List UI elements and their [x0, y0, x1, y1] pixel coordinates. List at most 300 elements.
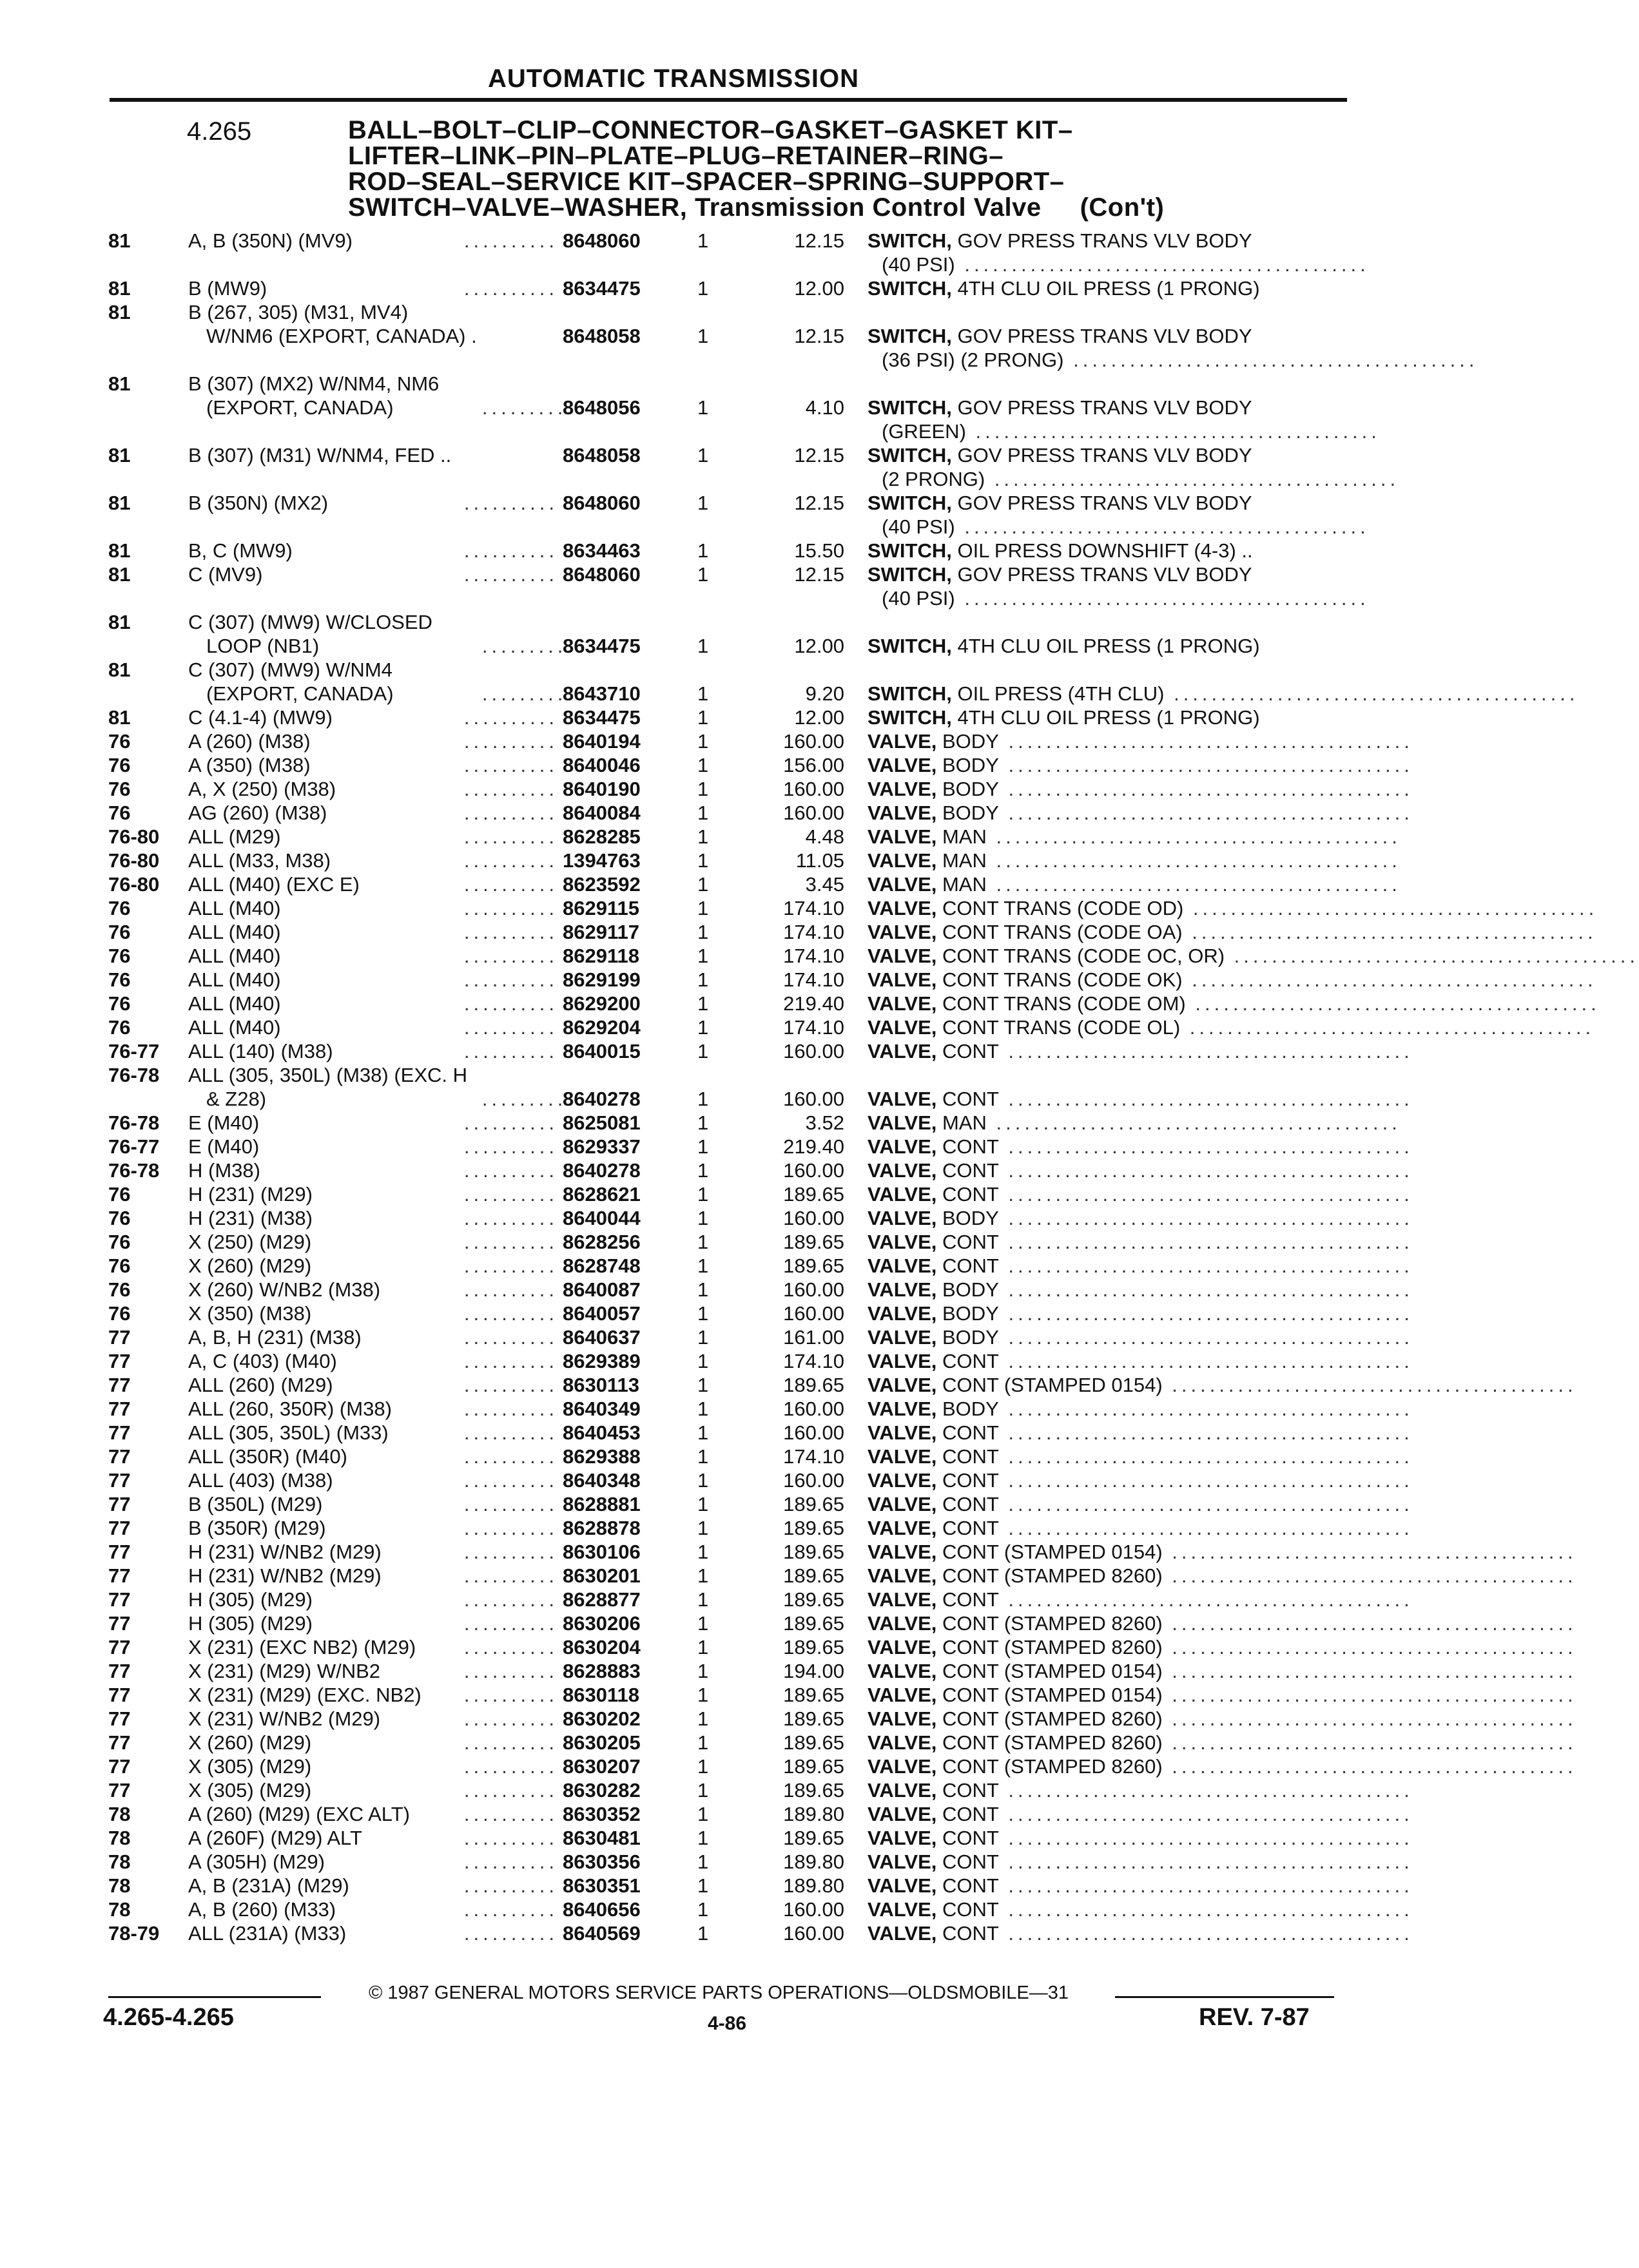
parts-row	[0, 396, 1629, 419]
dot-leader: ...........................................	[998, 1874, 1413, 1897]
row-application	[188, 1540, 562, 1564]
parts-row	[0, 1921, 1629, 1945]
section-title-line-3: ROD–SEAL–SERVICE KIT–SPACER–SPRING–SUPPORT–	[348, 168, 1065, 196]
dot-leader: ..........	[463, 539, 558, 562]
dot-leader: ...........................................	[998, 1469, 1413, 1492]
row-part-number: 8630481	[563, 1827, 641, 1849]
row-application	[188, 682, 580, 706]
parts-row	[0, 229, 1629, 253]
row-description	[868, 1397, 1413, 1421]
row-application-text: C (307) (MW9) W/NM4	[188, 658, 393, 681]
row-application	[188, 1230, 562, 1254]
parts-row	[0, 1611, 1629, 1635]
row-application	[188, 658, 562, 682]
row-ref-number: 77	[108, 1493, 131, 1515]
dot-leader: ..........	[463, 1779, 558, 1802]
parts-row	[0, 1683, 1629, 1707]
row-description-noun: VALVE,	[868, 1850, 937, 1873]
row-description-noun: VALVE,	[868, 849, 937, 872]
row-application-text: ALL (M40)	[188, 968, 281, 991]
row-ref-number: 78	[108, 1827, 131, 1849]
dot-leader: ...........................................	[955, 587, 1370, 610]
row-application	[188, 1492, 562, 1516]
row-price: 160.00	[783, 1278, 844, 1301]
row-application-text: A (260) (M38)	[188, 730, 311, 753]
row-application	[188, 396, 580, 419]
row-description-text: CONT TRANS (CODE OK)	[936, 968, 1183, 991]
row-application-text: ALL (305, 350L) (M33)	[188, 1421, 389, 1444]
row-part-number: 8640084	[563, 802, 641, 824]
row-quantity: 1	[697, 1564, 709, 1587]
dot-leader: ...........................................	[1182, 921, 1597, 943]
row-description-noun: VALVE,	[868, 1636, 937, 1658]
row-description-text: 4TH CLU OIL PRESS (1 PRONG)	[951, 706, 1260, 729]
row-application-text: H (M38)	[188, 1159, 260, 1182]
row-description	[868, 1683, 1577, 1707]
row-quantity: 1	[697, 635, 709, 657]
row-description	[868, 1230, 1413, 1254]
row-description	[868, 491, 1332, 515]
row-description-text: GOV PRESS TRANS VLV BODY	[951, 325, 1252, 347]
row-description	[868, 920, 1597, 944]
row-quantity: 1	[697, 1493, 709, 1515]
parts-row	[0, 1325, 1629, 1349]
row-description-text: BODY	[936, 1398, 999, 1420]
dot-leader: ..........	[463, 563, 558, 586]
row-ref-number: 78	[108, 1874, 131, 1897]
dot-leader: ..........	[481, 635, 576, 657]
row-description	[868, 1182, 1413, 1206]
row-part-number: 8629115	[563, 897, 639, 919]
row-price: 194.00	[783, 1660, 844, 1682]
row-description-text: MAN	[936, 1111, 987, 1134]
row-description-text: CONT (STAMPED 0154)	[936, 1374, 1163, 1396]
row-application-text: ALL (350R) (M40)	[188, 1445, 347, 1468]
row-price: 174.10	[783, 945, 844, 967]
row-description-noun: VALVE,	[868, 1707, 937, 1730]
row-description-noun: VALVE,	[868, 1159, 937, 1182]
parts-row	[0, 634, 1629, 658]
row-application	[188, 1468, 562, 1492]
row-price: 189.65	[783, 1541, 844, 1563]
row-description	[868, 586, 1370, 610]
row-price: 160.00	[783, 1421, 844, 1444]
row-application	[188, 1373, 562, 1397]
row-description-noun: VALVE,	[868, 1135, 937, 1158]
row-application-text: X (231) W/NB2 (M29)	[188, 1707, 381, 1730]
row-description-text: CONT	[936, 1469, 999, 1492]
row-quantity: 1	[697, 1517, 709, 1539]
row-part-number: 8628285	[563, 825, 641, 848]
row-quantity: 1	[697, 1755, 709, 1778]
row-quantity: 1	[697, 1326, 709, 1349]
row-description-text: CONT	[936, 1493, 999, 1515]
dot-leader: ..........	[463, 730, 558, 753]
row-application-text: X (231) (M29) W/NB2	[188, 1660, 381, 1682]
row-description	[868, 1707, 1577, 1731]
row-application-text: B (307) (M31) W/NM4, FED ..	[188, 444, 452, 466]
row-application	[188, 1564, 562, 1588]
row-application-text: W/NM6 (EXPORT, CANADA) .	[206, 325, 477, 347]
row-application	[188, 1015, 562, 1039]
row-description-noun: SWITCH,	[868, 277, 952, 300]
row-description-text: CONT	[936, 1135, 999, 1158]
dot-leader: ..........	[463, 1612, 558, 1635]
row-application	[188, 1254, 562, 1278]
row-description-text: GOV PRESS TRANS VLV BODY	[951, 396, 1252, 419]
dot-leader: ..........	[463, 1898, 558, 1921]
row-description-text: (40 PSI)	[882, 253, 955, 276]
row-ref-number: 77	[108, 1731, 131, 1754]
row-description-noun: SWITCH,	[868, 539, 952, 562]
dot-leader: ..........	[463, 1445, 558, 1468]
row-description-text: CONT (STAMPED 8260)	[936, 1755, 1163, 1778]
row-description-text: CONT (STAMPED 8260)	[936, 1564, 1163, 1587]
dot-leader: ..........	[463, 897, 558, 919]
row-description	[868, 515, 1370, 539]
parts-row	[0, 1731, 1629, 1754]
row-description-text: CONT TRANS (CODE OD)	[936, 897, 1184, 919]
dot-leader: ...........................................	[998, 730, 1413, 753]
row-description-text: CONT	[936, 1517, 999, 1539]
row-description-noun: VALVE,	[868, 1350, 937, 1372]
section-title	[348, 117, 1315, 220]
dot-leader: ...........................................	[1185, 992, 1600, 1015]
row-part-number: 8640194	[563, 730, 641, 753]
row-ref-number: 78	[108, 1898, 131, 1921]
row-description	[868, 1468, 1413, 1492]
row-price: 189.65	[783, 1183, 844, 1206]
row-description	[868, 1540, 1577, 1564]
row-description-text: BODY	[936, 1278, 999, 1301]
row-part-number: 8630204	[563, 1636, 641, 1658]
dot-leader: ..........	[463, 802, 558, 824]
row-description	[868, 825, 1401, 849]
row-application	[188, 801, 562, 825]
row-application	[188, 1063, 562, 1087]
row-application-text: ALL (M40)	[188, 1016, 281, 1039]
parts-row	[0, 1659, 1629, 1683]
row-description	[868, 1564, 1577, 1588]
footer-section-range: 4.265-4.265	[103, 2004, 234, 2031]
row-ref-number: 77	[108, 1564, 131, 1587]
row-part-number: 8634475	[563, 277, 641, 300]
dot-leader: ...........................................	[998, 754, 1413, 776]
row-quantity: 1	[697, 1278, 709, 1301]
row-application	[188, 1850, 562, 1874]
dot-leader: ...........................................	[998, 1803, 1413, 1825]
row-price: 160.00	[783, 1159, 844, 1182]
dot-leader: ...........................................	[1162, 1564, 1577, 1587]
parts-row	[0, 1087, 1629, 1111]
row-quantity: 1	[697, 992, 709, 1015]
row-application-text: X (231) (M29) (EXC. NB2)	[188, 1684, 422, 1706]
row-ref-number: 77	[108, 1350, 131, 1372]
dot-leader: ...........................................	[986, 1111, 1401, 1134]
row-description-text: CONT TRANS (CODE OL)	[936, 1016, 1181, 1039]
row-description-text: BODY	[936, 730, 999, 753]
row-quantity: 1	[697, 1660, 709, 1682]
dot-leader: ...........................................	[1162, 1684, 1577, 1706]
row-description-text: CONT (STAMPED 0154)	[936, 1541, 1163, 1563]
row-quantity: 1	[697, 1016, 709, 1039]
row-description	[868, 419, 1381, 443]
row-price: 160.00	[783, 1922, 844, 1945]
row-application	[188, 1921, 562, 1945]
row-application	[188, 872, 562, 896]
row-quantity: 1	[697, 1898, 709, 1921]
section-title-line-2: LIFTER–LINK–PIN–PLATE–PLUG–RETAINER–RING–	[348, 142, 1004, 170]
row-application	[188, 491, 562, 515]
row-application	[188, 1731, 562, 1754]
row-price: 9.20	[805, 682, 844, 705]
row-description-noun: SWITCH,	[868, 396, 952, 419]
row-ref-number: 81	[108, 372, 131, 395]
row-ref-number: 76	[108, 1278, 131, 1301]
parts-row	[0, 1540, 1629, 1564]
row-description-noun: SWITCH,	[868, 492, 952, 514]
row-application-text: B (350N) (MX2)	[188, 492, 329, 514]
row-price: 160.00	[783, 1040, 844, 1062]
row-description	[868, 1135, 1413, 1158]
row-description	[868, 729, 1413, 753]
row-quantity: 1	[697, 730, 709, 753]
row-application	[188, 610, 562, 634]
row-ref-number: 76	[108, 1183, 131, 1206]
row-quantity: 1	[697, 706, 709, 729]
parts-row	[0, 515, 1629, 539]
row-part-number: 8625081	[563, 1111, 641, 1134]
row-description-noun: SWITCH,	[868, 325, 952, 347]
row-part-number: 8640087	[563, 1278, 641, 1301]
dot-leader: ..........	[463, 1254, 558, 1277]
row-ref-number: 77	[108, 1660, 131, 1682]
row-description	[868, 1111, 1401, 1135]
row-price: 4.10	[805, 396, 844, 419]
row-part-number: 8630202	[563, 1707, 641, 1730]
row-part-number: 8629199	[563, 968, 641, 991]
row-description-noun: VALVE,	[868, 1922, 937, 1945]
row-part-number: 8628883	[563, 1660, 641, 1682]
dot-leader: ...........................................	[1162, 1374, 1577, 1396]
row-price: 12.00	[794, 635, 844, 657]
row-price: 12.15	[794, 492, 844, 514]
row-ref-number: 78-79	[108, 1922, 160, 1945]
row-application-text: C (4.1-4) (MW9)	[188, 706, 333, 729]
row-description	[868, 1349, 1413, 1373]
row-description	[868, 1015, 1595, 1039]
row-quantity: 1	[697, 492, 709, 514]
row-price: 174.10	[783, 1016, 844, 1039]
footer-rule-right	[1115, 1996, 1334, 1998]
row-ref-number: 76	[108, 754, 131, 776]
dot-leader: ..........	[463, 1350, 558, 1372]
row-quantity: 1	[697, 1731, 709, 1754]
row-quantity: 1	[697, 1040, 709, 1062]
row-description	[868, 562, 1332, 586]
dot-leader: ...........................................	[998, 1779, 1413, 1802]
row-ref-number: 81	[108, 611, 131, 633]
parts-row	[0, 682, 1629, 706]
dot-leader: ..........	[463, 921, 558, 943]
row-ref-number: 76	[108, 992, 131, 1015]
dot-leader: ..........	[463, 1922, 558, 1945]
dot-leader: ..........	[463, 1517, 558, 1539]
row-application-text: ALL (M33, M38)	[188, 849, 331, 872]
parts-row	[0, 777, 1629, 801]
dot-leader: ...........................................	[1183, 897, 1598, 919]
row-description-noun: SWITCH,	[868, 444, 952, 466]
row-part-number: 8629200	[563, 992, 641, 1015]
row-description	[868, 276, 1332, 300]
row-price: 189.80	[783, 1874, 844, 1897]
row-description-text: CONT (STAMPED 8260)	[936, 1707, 1163, 1730]
row-application-text: A, C (403) (M40)	[188, 1350, 337, 1372]
dot-leader: ..........	[463, 825, 558, 848]
row-ref-number: 76	[108, 921, 131, 943]
row-description-noun: VALVE,	[868, 1374, 937, 1396]
row-description	[868, 1087, 1413, 1111]
parts-row	[0, 706, 1629, 729]
row-ref-number: 78	[108, 1803, 131, 1825]
dot-leader: ...........................................	[1162, 1636, 1577, 1658]
row-price: 156.00	[783, 754, 844, 776]
row-price: 12.00	[794, 706, 844, 729]
row-application-text: X (260) W/NB2 (M38)	[188, 1278, 381, 1301]
row-description-text: 4TH CLU OIL PRESS (1 PRONG)	[951, 277, 1260, 300]
dot-leader: ...........................................	[998, 1326, 1413, 1349]
row-description-text: CONT	[936, 1850, 999, 1873]
row-part-number: 8640044	[563, 1207, 641, 1229]
row-part-number: 8628621	[563, 1183, 641, 1206]
row-ref-number: 76-78	[108, 1064, 160, 1086]
row-ref-number: 77	[108, 1541, 131, 1563]
dot-leader: ..........	[463, 1684, 558, 1706]
dot-leader: ..........	[463, 1827, 558, 1849]
row-application-text: ALL (231A) (M33)	[188, 1922, 347, 1945]
row-application	[188, 1325, 562, 1349]
dot-leader: ..........	[463, 1660, 558, 1682]
row-application-text: B, C (MW9)	[188, 539, 293, 562]
row-application	[188, 1588, 562, 1611]
row-description	[868, 872, 1401, 896]
row-ref-number: 77	[108, 1755, 131, 1778]
row-description	[868, 1206, 1413, 1230]
row-quantity: 1	[697, 1541, 709, 1563]
row-description-text: GOV PRESS TRANS VLV BODY	[951, 563, 1252, 586]
dot-leader: ...........................................	[1182, 968, 1597, 991]
dot-leader: ...........................................	[998, 1421, 1413, 1444]
row-ref-number: 81	[108, 277, 131, 300]
dot-leader: ...........................................	[998, 802, 1413, 824]
row-ref-number: 76	[108, 945, 131, 967]
parts-row	[0, 1468, 1629, 1492]
row-price: 189.65	[783, 1564, 844, 1587]
parts-row	[0, 1516, 1629, 1540]
row-quantity: 1	[697, 802, 709, 824]
dot-leader: ...........................................	[1225, 945, 1639, 967]
row-application-text: ALL (M40)	[188, 897, 281, 919]
parts-row	[0, 1874, 1629, 1898]
row-description-text: CONT	[936, 1421, 999, 1444]
row-description-noun: SWITCH,	[868, 563, 952, 586]
row-description-text: CONT (STAMPED 8260)	[936, 1636, 1163, 1658]
row-price: 189.65	[783, 1779, 844, 1802]
row-ref-number: 81	[108, 563, 131, 586]
row-application-text: H (231) (M38)	[188, 1207, 313, 1229]
row-description-noun: VALVE,	[868, 1231, 937, 1253]
row-price: 3.52	[805, 1111, 844, 1134]
dot-leader: ..........	[463, 1326, 558, 1349]
dot-leader: ..........	[463, 1159, 558, 1182]
dot-leader: ...........................................	[998, 778, 1413, 800]
row-description-text: CONT	[936, 1779, 999, 1802]
dot-leader: ..........	[463, 1588, 558, 1611]
parts-row	[0, 1063, 1629, 1087]
row-description-noun: VALVE,	[868, 1874, 937, 1897]
row-part-number: 8630201	[563, 1564, 641, 1587]
row-application	[188, 1707, 562, 1731]
row-description	[868, 1754, 1577, 1778]
row-price: 174.10	[783, 921, 844, 943]
row-application-text: ALL (305, 350L) (M38) (EXC. H	[188, 1064, 468, 1086]
row-description-noun: VALVE,	[868, 1326, 937, 1349]
dot-leader: ..........	[463, 992, 558, 1015]
parts-row	[0, 1373, 1629, 1397]
parts-row	[0, 729, 1629, 753]
row-description-text: CONT	[936, 1827, 999, 1849]
row-application-text: ALL (M40)	[188, 992, 281, 1015]
row-description-noun: VALVE,	[868, 1731, 937, 1754]
parts-row	[0, 1754, 1629, 1778]
row-application	[188, 539, 562, 562]
dot-leader: ..........	[463, 1469, 558, 1492]
row-part-number: 8640569	[563, 1922, 641, 1945]
row-application-text: ALL (M40)	[188, 921, 281, 943]
parts-row	[0, 658, 1629, 682]
row-description-text: (36 PSI) (2 PRONG)	[882, 349, 1064, 371]
parts-row	[0, 1898, 1629, 1921]
row-application	[188, 1039, 562, 1063]
row-part-number: 8648060	[563, 563, 641, 586]
row-description	[868, 443, 1332, 467]
parts-row	[0, 801, 1629, 825]
row-application	[188, 1611, 562, 1635]
parts-row	[0, 1039, 1629, 1063]
row-application	[188, 1874, 562, 1898]
row-description-noun: VALVE,	[868, 1469, 937, 1492]
dot-leader: ...........................................	[986, 849, 1401, 872]
section-number: 4.265	[187, 117, 252, 146]
row-description	[868, 1898, 1413, 1921]
row-price: 161.00	[783, 1326, 844, 1349]
row-application	[188, 968, 562, 992]
dot-leader: ..........	[463, 1278, 558, 1301]
row-description-noun: SWITCH,	[868, 229, 952, 252]
dot-leader: ...........................................	[1162, 1755, 1577, 1778]
parts-row	[0, 1397, 1629, 1421]
row-description-text: CONT	[936, 1588, 999, 1611]
row-description-text: CONT	[936, 1159, 999, 1182]
parts-row	[0, 467, 1629, 491]
row-part-number: 8623592	[563, 873, 641, 896]
dot-leader: ..........	[463, 849, 558, 872]
row-application-text: H (231) (M29)	[188, 1183, 313, 1206]
row-price: 189.65	[783, 1254, 844, 1277]
row-application	[188, 1087, 580, 1111]
row-application-text: A (260) (M29) (EXC ALT)	[188, 1803, 410, 1825]
row-part-number: 8640349	[563, 1398, 641, 1420]
